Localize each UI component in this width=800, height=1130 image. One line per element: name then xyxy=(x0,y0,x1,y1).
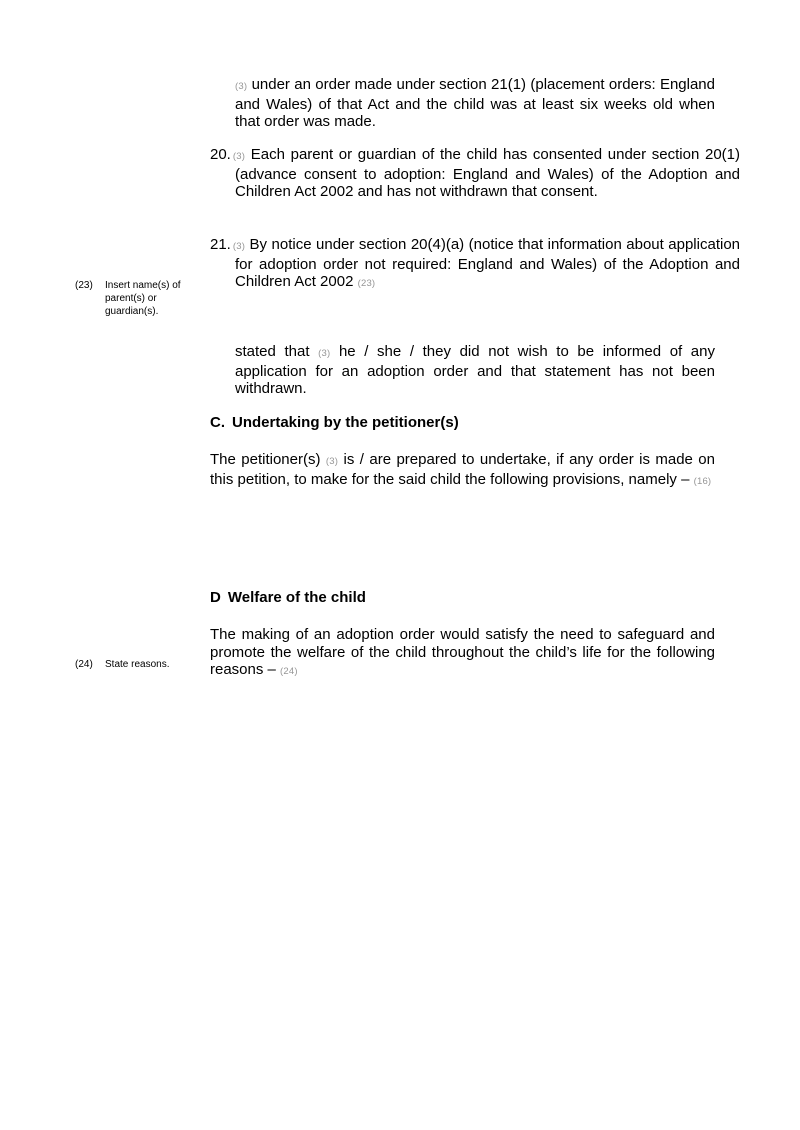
paragraph-text: stated that xyxy=(235,343,310,360)
footnote-marker: (3) xyxy=(232,241,246,252)
paragraph-text: By notice under section 20(4)(a) (notice that information about application for adoption order not required: England and Wales) of the Adoption and Children Act 2002 xyxy=(235,236,740,290)
section-title: Welfare of the child xyxy=(227,589,366,606)
margin-note-line: parent(s) or xyxy=(105,293,157,304)
paragraph-text: The petitioner(s) xyxy=(210,451,321,468)
paragraph-text: is / are prepared to undertake, if any order is made on this petition, to make for the said child the following provisions, namely – xyxy=(210,451,715,488)
margin-note-23 xyxy=(75,279,210,318)
footnote-marker: (3) xyxy=(235,81,248,92)
paragraph-text: Each parent or guardian of the child has consented under section 20(1) (advance consent to adoption: England and Wales) of the Adoption and Children Act 2002 and has not withdrawn that consent. xyxy=(235,146,741,200)
paragraph-welfare xyxy=(210,626,715,681)
paragraph-text: The making of an adoption order would satisfy the need to safeguard and promote the welfare of the child throughout the child’s life for the following reasons – xyxy=(210,626,715,678)
footnote-marker: (23) xyxy=(357,278,376,289)
margin-note-ref: (23) xyxy=(75,280,93,291)
footnote-marker: (3) xyxy=(232,151,246,162)
paragraph-undertaking xyxy=(210,451,715,490)
paragraph-text: he / she / they did not wish to be informed of any application for an adoption order and that statement has not been withdrawn. xyxy=(235,343,715,397)
footnote-marker: (3) xyxy=(318,348,331,359)
section-letter: C. xyxy=(210,414,225,431)
margin-note-text xyxy=(105,658,169,671)
paragraph-21 xyxy=(210,236,740,293)
margin-note-line: guardian(s). xyxy=(105,306,159,317)
margin-note-line: Insert name(s) of xyxy=(105,280,181,291)
margin-note-24 xyxy=(75,658,210,671)
section-title: Undertaking by the petitioner(s) xyxy=(232,414,459,431)
margin-note-line: State reasons. xyxy=(105,659,170,670)
paragraph-number: 20. xyxy=(210,146,231,163)
section-heading-d xyxy=(210,589,715,607)
paragraph-number: 21. xyxy=(210,236,231,253)
paragraph-21-continuation xyxy=(235,343,715,398)
paragraph-19-continuation xyxy=(235,76,715,131)
margin-note-ref: (24) xyxy=(75,659,93,670)
footnote-marker: (3) xyxy=(325,456,339,467)
section-letter: D xyxy=(210,589,221,606)
footnote-marker: (24) xyxy=(280,666,298,677)
paragraph-20 xyxy=(210,146,740,201)
paragraph-text: under an order made under section 21(1) (placement orders: England and Wales) of that Act and the child was at least six weeks old when that order was made. xyxy=(235,76,715,130)
section-heading-c xyxy=(210,414,715,432)
margin-note-text xyxy=(105,279,181,318)
footnote-marker: (16) xyxy=(693,475,712,487)
